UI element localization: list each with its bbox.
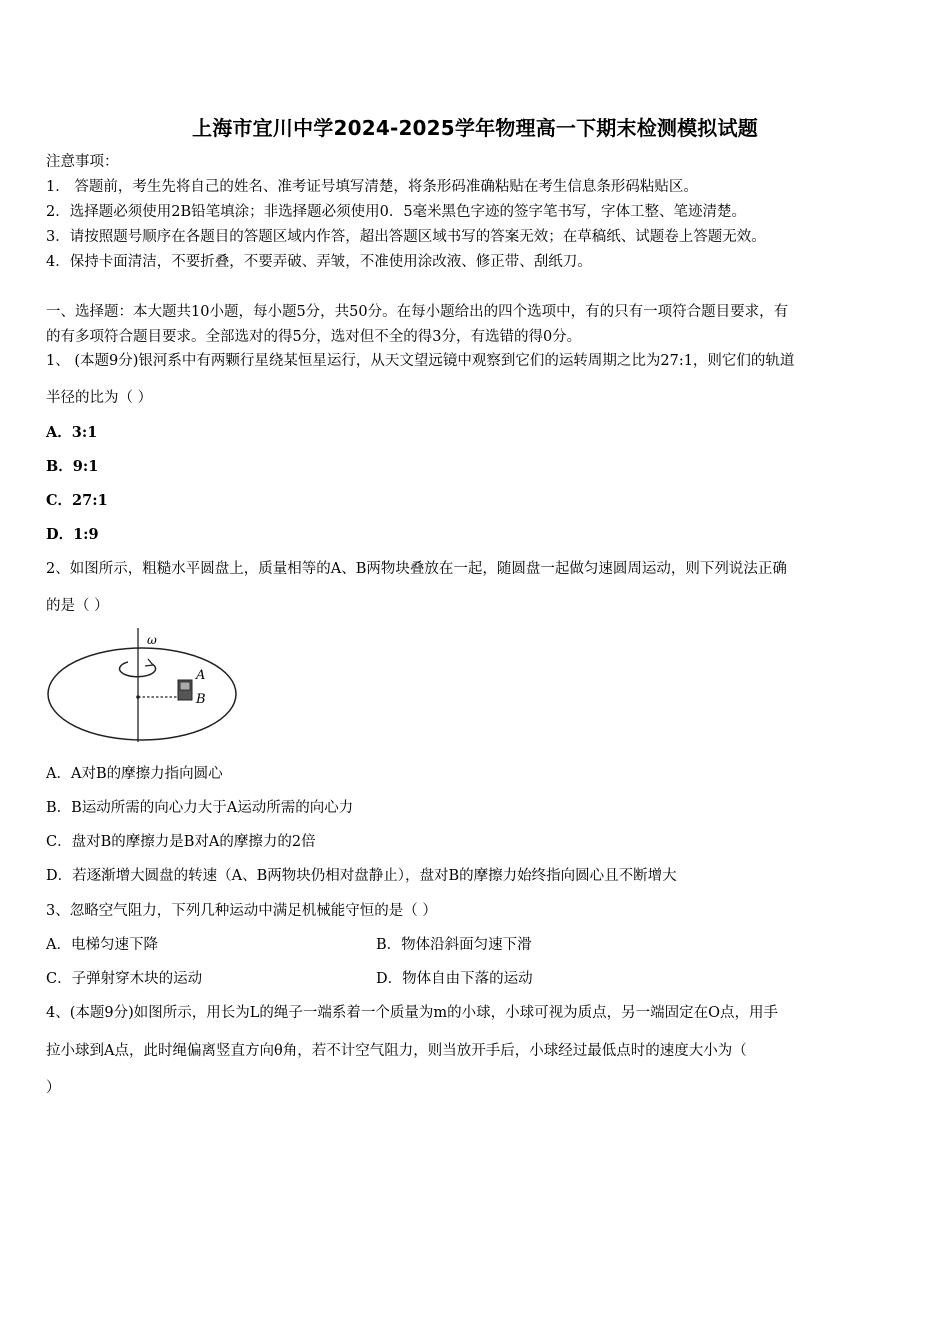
label-a: A <box>196 668 206 683</box>
notice-item: 4．保持卡面清洁，不要折叠，不要弄破、弄皱，不准使用涂改液、修正带、刮纸刀。 <box>46 254 592 270</box>
question-3-option-a: A．电梯匀速下降 <box>46 937 158 953</box>
question-4-stem: ） <box>46 1080 61 1096</box>
question-2-option-a: A．A对B的摩擦力指向圆心 <box>46 766 223 782</box>
label-b: B <box>196 692 206 707</box>
rotating-disk-figure <box>44 624 240 744</box>
question-1-option-a: A．3:1 <box>46 424 98 441</box>
notice-item: 1． 答题前，考生先将自己的姓名、准考证号填写清楚，将条形码准确粘贴在考生信息条形码粘贴区。 <box>46 179 698 195</box>
question-1-stem: 1、 (本题9分)银河系中有两颗行星绕某恒星运行，从天文望远镜中观察到它们的运转周期之比为27:1，则它们的轨道 <box>46 353 795 369</box>
question-1-stem: 半径的比为（ ） <box>46 390 153 406</box>
question-3-option-c: C．子弹射穿木块的运动 <box>46 971 203 987</box>
question-1-option-b: B．9:1 <box>46 458 99 475</box>
question-1-option-d: D．1:9 <box>46 526 99 543</box>
section-instructions-line: 的有多项符合题目要求。全部选对的得5分，选对但不全的得3分，有选错的得0分。 <box>46 329 582 345</box>
question-4-stem: 4、(本题9分)如图所示，用长为L的绳子一端系着一个质量为m的小球，小球可视为质点，另一端固定在O点，用手 <box>46 1005 779 1021</box>
question-4-stem: 拉小球到A点，此时绳偏离竖直方向θ角，若不计空气阻力，则当放开手后，小球经过最低点时的速度大小为（ <box>46 1043 747 1059</box>
question-2-stem: 2、如图所示，粗糙水平圆盘上，质量相等的A、B两物块叠放在一起，随圆盘一起做匀速圆周运动，则下列说法正确 <box>46 561 787 577</box>
question-2-option-c: C．盘对B的摩擦力是B对A的摩擦力的2倍 <box>46 834 316 850</box>
question-2-option-b: B．B运动所需的向心力大于A运动所需的向心力 <box>46 800 354 816</box>
disk-ellipse <box>48 648 236 740</box>
notice-item: 3．请按照题号顺序在各题目的答题区域内作答，超出答题区域书写的答案无效；在草稿纸、试题卷上答题无效。 <box>46 229 766 245</box>
question-1-option-c: C．27:1 <box>46 492 108 509</box>
question-3-option-b: B．物体沿斜面匀速下滑 <box>376 937 532 953</box>
question-3-option-d: D．物体自由下落的运动 <box>376 971 533 987</box>
question-2-option-d: D．若逐渐增大圆盘的转速（A、B两物块仍相对盘静止），盘对B的摩擦力始终指向圆心且不断增大 <box>46 868 677 884</box>
omega-label: ω <box>147 633 157 647</box>
section-instructions-line: 一、选择题：本大题共10小题，每小题5分，共50分。在每小题给出的四个选项中，有的只有一项符合题目要求，有 <box>46 304 789 320</box>
question-3-stem: 3、忽略空气阻力，下列几种运动中满足机械能守恒的是（ ） <box>46 903 437 919</box>
notice-heading: 注意事项： <box>46 154 119 170</box>
block-a <box>180 682 190 690</box>
page-title: 上海市宜川中学2024-2025学年物理高一下期末检测模拟试题 <box>192 116 758 140</box>
question-2-stem: 的是（ ） <box>46 598 109 614</box>
notice-item: 2．选择题必须使用2B铅笔填涂；非选择题必须使用0．5毫米黑色字迹的签字笔书写，字体工整、笔迹清楚。 <box>46 204 747 220</box>
